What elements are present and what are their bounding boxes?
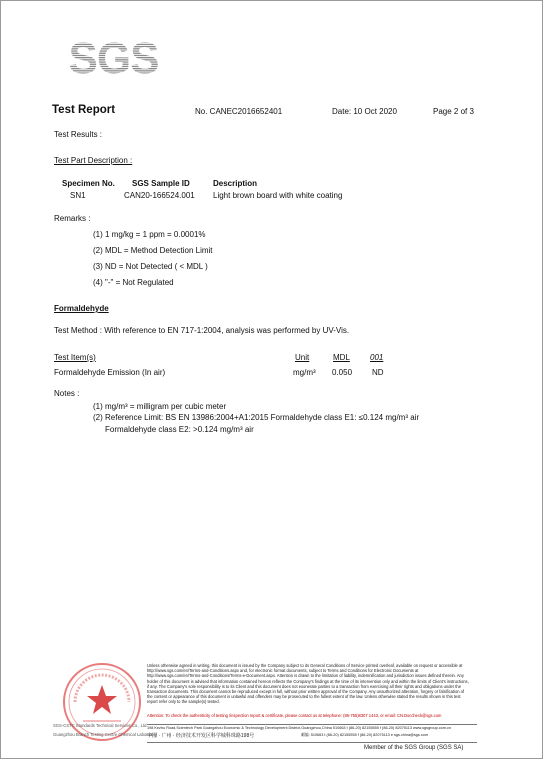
terms-disclaimer: Unless otherwise agreed in writing, this document is issued by the Company subject to its General Conditions of Service printed overleaf, available on request or accessible at http://www.sgs.com/en/Terms-and-Conditions.aspx and, for electronic format documents, subject to Terms and Conditions for Electronic Documents at http://www.sgs.com/en/Terms-and-Conditions/Terms-e-Document.aspx. Attention is drawn to the limitation of liability, indemnification and jurisdiction issues defined therein. Any holder of this document is advised that information contained hereon reflects the Company's findings at the time of its intervention only and within the limits of Client's instructions, if any. The Company's sole responsibility is to its Client and this document does not exonerate parties to a transaction from exercising all their rights and obligations under the transaction documents. This document cannot be reproduced except in full, without prior written approval of the Company. Any unauthorized alteration, forgery or falsification of the content or appearance of this document is unlawful and offenders may be prosecuted to the fullest extent of the law. Unless otherwise stated the results shown in this test report refer only to the sample(s) tested. — [147, 663, 469, 705]
sample-id-cell: CAN20-166524.001 — [124, 191, 195, 200]
sgs-group-member: Member of the SGS Group (SGS SA) — [364, 745, 464, 751]
part-description-heading: Test Part Description : — [54, 156, 133, 165]
report-title: Test Report — [52, 104, 116, 116]
result-cell: ND — [372, 368, 384, 377]
company-seal-icon — [61, 661, 143, 743]
svg-text:SGS: SGS — [68, 34, 159, 83]
address-chinese-tail: 邮编: 510663 t (86-20) 82155555 f (86-20) 82075113 e sgs.china@sgs.com — [301, 733, 429, 737]
remarks-label: Remarks : — [54, 214, 91, 223]
remark-item: (4) "-" = Not Regulated — [93, 278, 174, 287]
remark-item: (2) MDL = Method Detection Limit — [93, 246, 213, 255]
remark-item: (3) ND = Not Detected ( < MDL ) — [93, 262, 208, 271]
col-description: Description — [213, 179, 258, 188]
note-item: (2) Reference Limit: BS EN 13986:2004+A1:2015 Formaldehyde class E1: ≤0.124 mg/m³ air — [93, 413, 420, 422]
formaldehyde-heading: Formaldehyde — [54, 304, 109, 313]
sgs-logo — [68, 34, 159, 83]
notes-label: Notes : — [54, 389, 80, 398]
authenticity-notice: Attention: To check the authenticity of testing /inspection report & certificate, please contact us at telephone: (86-755)8307 1443, or email: CN.Doccheck@sgs.com — [147, 713, 442, 718]
mdl-cell: 0.050 — [332, 368, 353, 377]
note-item: (1) mg/m³ = milligram per cubic meter — [93, 402, 227, 411]
note-item: Formaldehyde class E2: >0.124 mg/m³ air — [105, 425, 254, 434]
specimen-cell: SN1 — [70, 191, 86, 200]
col-unit: Unit — [295, 353, 310, 362]
col-test-item: Test Item(s) — [54, 353, 96, 362]
company-line: SGS-CSTC Standards Technical Services Co., Ltd. — [53, 723, 148, 728]
footer-divider — [147, 724, 477, 725]
address-chinese: 中国 · 广州 · 经济技术开发区科学城科珠路198号 — [147, 733, 255, 739]
test-method: Test Method : With reference to EN 717-1:2004, analysis was performed by UV-Vis. — [54, 326, 350, 335]
col-sample-id: SGS Sample ID — [132, 179, 190, 188]
page-number: Page 2 of 3 — [433, 107, 474, 116]
report-date: Date: 10 Oct 2020 — [332, 107, 397, 116]
col-specimen-no: Specimen No. — [62, 179, 115, 188]
test-item-cell: Formaldehyde Emission (In air) — [54, 368, 166, 377]
remark-item: (1) 1 mg/kg = 1 ppm = 0.0001% — [93, 230, 206, 239]
col-mdl: MDL — [333, 353, 350, 362]
test-results-label: Test Results : — [54, 130, 103, 139]
branch-line: Guangzhou Branch Testing Centre Chemical Laboratory — [53, 732, 157, 737]
description-cell: Light brown board with white coating — [213, 191, 343, 200]
unit-cell: mg/m³ — [293, 368, 316, 377]
footer-divider — [147, 742, 477, 743]
address-english: 198 Kezhu Road,Scientech Park Guangzhou Economic & Technology Development District,Guangzhou,China 510663 t (86-20) 82155555 f (86-20) 82075113 www.sgsgroup.com.cn — [147, 726, 452, 730]
report-number: No. CANEC2016652401 — [195, 107, 283, 116]
col-sample-001: 001 — [370, 353, 384, 362]
